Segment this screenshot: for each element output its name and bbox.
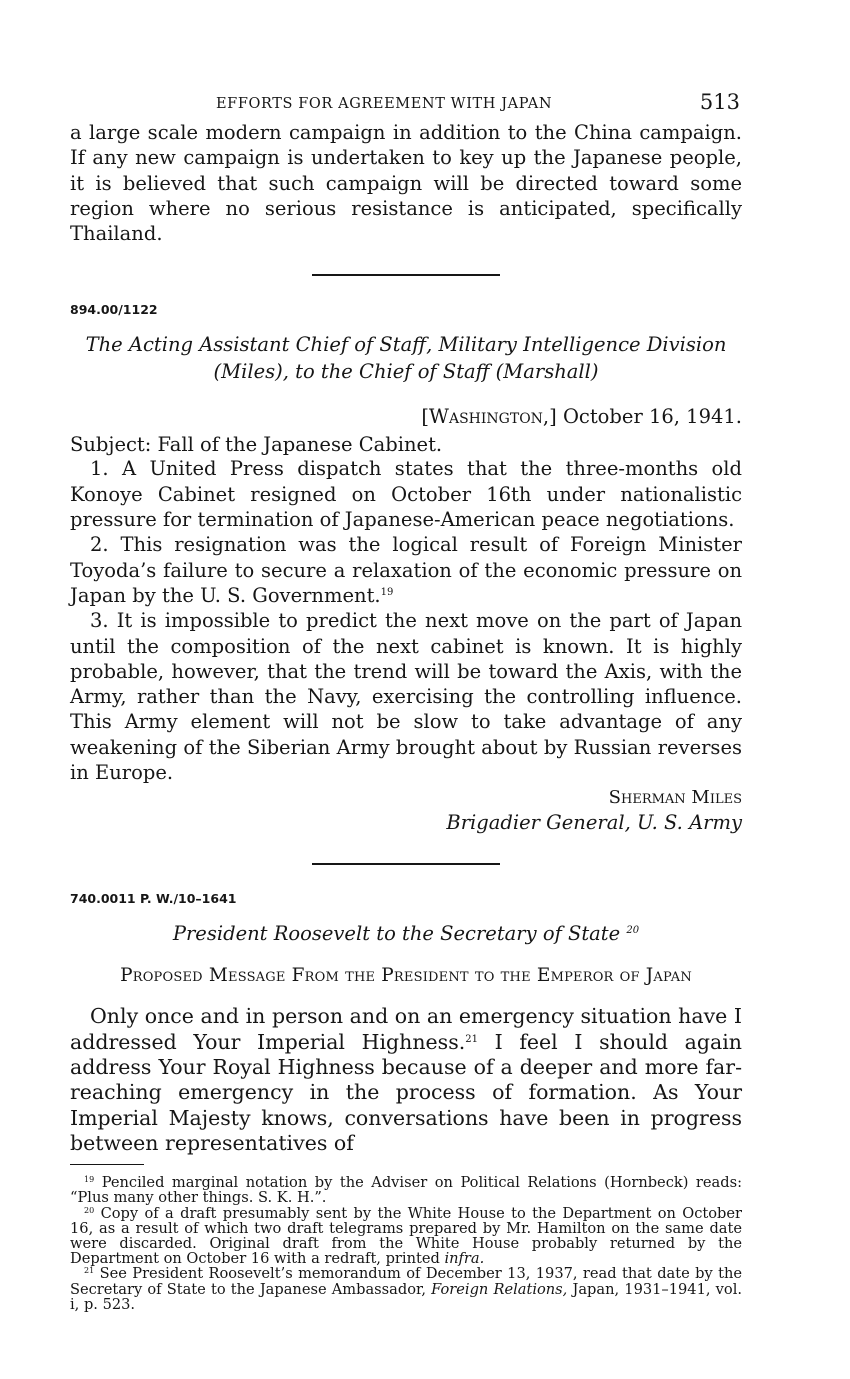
memo-paragraph-3: 3. It is impossible to predict the next move on the part of Japan until the composition of the next cabinet is known. It is highly probable, however, that the trend will be toward the Axis, with the Army, rather than the Navy, exercising the controlling influence. This Army element will not be slow to take advantage of any weakening of the Siberian Army brought about by Russian reverses in Europe. xyxy=(70,609,742,785)
footnote-italic: infra. xyxy=(444,1250,485,1268)
footnote-20 xyxy=(70,1206,742,1267)
document-title-text: President Roosevelt to the Secretary of State xyxy=(172,922,621,946)
file-number: 740.0011 P. W./10–1641 xyxy=(70,891,237,907)
footnote-number: 19 xyxy=(84,1175,95,1185)
dateline-place: [Washington,] xyxy=(421,405,557,429)
memo-paragraph-2 xyxy=(70,532,742,608)
footnote-text: Copy of a draft presumably sent by the White House to the Department on October 16, as a result of which two draft telegrams prepared by Mr. Hamilton on the same date were discarded. Original draft from the White House probably returned by the Department on October 16 with a redraft, printed xyxy=(70,1204,742,1268)
memo-paragraph-2-text: 2. This resignation was the logical result of Foreign Minister Toyoda’s failure to secure a relaxation of the economic pressure on Japan by the U. S. Government. xyxy=(70,533,742,607)
running-head xyxy=(70,88,742,120)
intro-paragraph: a large scale modern campaign in addition to the China campaign. If any new campaign is undertaken to key up the Japanese people, it is believed that such campaign will be directed toward some region where no serious resistance is anticipated, specifically Thailand. xyxy=(70,121,742,246)
signature-name: Sherman Miles xyxy=(608,787,742,809)
footnote-ref-20: 20 xyxy=(626,925,640,937)
footnote-italic: Foreign Relations, xyxy=(431,1280,568,1298)
signature-title: Brigadier General, U. S. Army xyxy=(446,811,742,835)
letter-paragraph xyxy=(70,1004,742,1156)
intro-section xyxy=(70,120,742,246)
dateline xyxy=(70,405,742,428)
section-divider xyxy=(312,863,500,865)
file-number: 894.00/1122 xyxy=(70,302,158,318)
memo-body xyxy=(70,456,742,785)
document-title: The Acting Assistant Chief of Staff, Military Intelligence Division (Miles), to the Chief of Staff (Marshall) xyxy=(85,333,727,384)
document-page xyxy=(70,88,742,1312)
footnote-ref-21: 21 xyxy=(465,1033,478,1045)
footnote-ref-19: 19 xyxy=(380,586,394,598)
memo-paragraph-1: 1. A United Press dispatch states that the three-months old Konoye Cabinet resigned on October 16th under nationalistic pressure for termination of Japanese-American peace negotiations. xyxy=(70,457,742,532)
footnote-21 xyxy=(70,1266,742,1312)
letter-text-part1: Only once and in person and on an emergency situation have I addressed Your Imperial Highness. xyxy=(70,1004,742,1054)
dateline-date: October 16, 1941. xyxy=(562,405,742,429)
footnote-text: See President Roosevelt’s memorandum of December 13, 1937, read that date by the Secretary of State to the Japanese Ambassador, xyxy=(70,1265,743,1298)
footnote-tail: Japan, 1931–1941, vol. i, p. 523. xyxy=(70,1280,742,1313)
letter-text-part2: I feel I should again address Your Royal Highness because of a deeper and more far-reaching emergency in the process of formation. As Your Imperial Majesty knows, conversations have been in progress between representatives of xyxy=(70,1029,742,1155)
document-title xyxy=(70,920,742,947)
footnote-number: 20 xyxy=(84,1205,95,1215)
footnote-divider xyxy=(70,1164,144,1165)
running-title: EFFORTS FOR AGREEMENT WITH JAPAN xyxy=(216,96,553,112)
section-divider xyxy=(312,274,500,276)
footnotes xyxy=(70,1175,742,1312)
footnote-19 xyxy=(70,1175,742,1205)
message-heading: Proposed Message From the President to the Emperor of Japan xyxy=(120,965,692,987)
subject-line: Subject: Fall of the Japanese Cabinet. xyxy=(70,433,443,457)
page-number: 513 xyxy=(699,90,740,114)
footnote-number: 21 xyxy=(84,1266,95,1276)
letter-body xyxy=(70,1004,742,1156)
footnote-text: Penciled marginal notation by the Adviser on Political Relations (Hornbeck) reads: “Plus many other things. S. K. H.”. xyxy=(70,1174,742,1207)
